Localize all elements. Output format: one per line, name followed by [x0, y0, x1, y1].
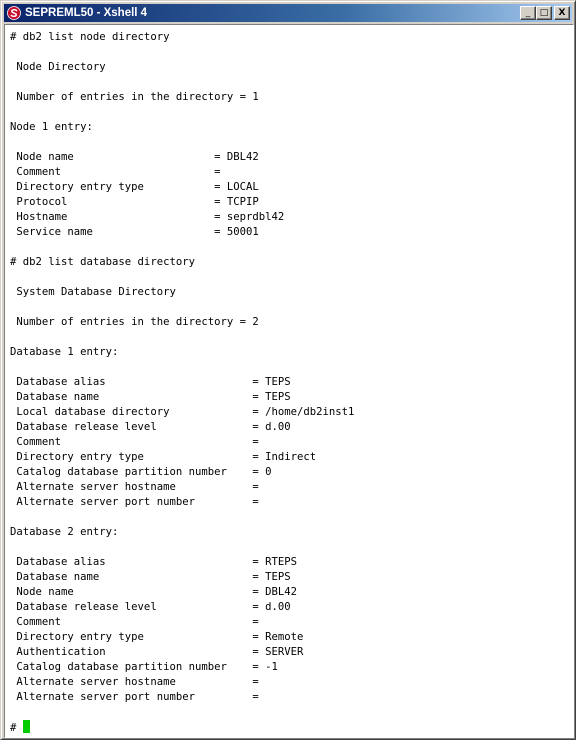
- terminal-line: Database name = TEPS: [10, 571, 291, 583]
- terminal-line: [10, 75, 572, 90]
- terminal-line: [10, 330, 572, 345]
- terminal-line: [10, 300, 572, 315]
- window-controls: [520, 6, 570, 20]
- terminal-line: Service name = 50001: [10, 226, 259, 238]
- title-bar[interactable]: [4, 4, 572, 22]
- close-button[interactable]: X: [554, 6, 570, 20]
- terminal-line: Database 1 entry:: [10, 346, 119, 358]
- terminal-line: # db2 list node directory: [10, 31, 170, 43]
- terminal-line: [10, 105, 572, 120]
- terminal-line: [10, 45, 572, 60]
- shell-prompt: #: [10, 722, 23, 734]
- terminal-line: System Database Directory: [10, 286, 176, 298]
- terminal-line: Node name = DBL42: [10, 586, 298, 598]
- terminal-line: Node 1 entry:: [10, 121, 93, 133]
- terminal-line: Comment =: [10, 436, 259, 448]
- terminal-line: Catalog database partition number = -1: [10, 661, 278, 673]
- terminal-line: [10, 240, 572, 255]
- terminal-line: Database name = TEPS: [10, 391, 291, 403]
- window-title: SEPREML50 - Xshell 4: [25, 7, 148, 19]
- terminal-line: Database alias = TEPS: [10, 376, 291, 388]
- terminal-line: [10, 540, 572, 555]
- terminal-line: Database 2 entry:: [10, 526, 119, 538]
- terminal-line: Number of entries in the directory = 1: [10, 91, 259, 103]
- terminal-line: [10, 360, 572, 375]
- text-cursor: [23, 720, 30, 733]
- terminal-line: # db2 list database directory: [10, 256, 195, 268]
- terminal-line: Alternate server hostname =: [10, 481, 259, 493]
- terminal-frame: [4, 24, 574, 738]
- terminal-line: Number of entries in the directory = 2: [10, 316, 259, 328]
- terminal-line: Authentication = SERVER: [10, 646, 304, 658]
- terminal-line: Alternate server hostname =: [10, 676, 259, 688]
- terminal-line: Database release level = d.00: [10, 601, 291, 613]
- maximize-button[interactable]: □: [536, 6, 552, 20]
- terminal-line: Node Directory: [10, 61, 106, 73]
- terminal-line: [10, 705, 572, 720]
- terminal-line: Node name = DBL42: [10, 151, 259, 163]
- xshell-app-icon[interactable]: [7, 6, 21, 20]
- terminal-line: Alternate server port number =: [10, 496, 259, 508]
- minimize-button[interactable]: _: [520, 6, 536, 20]
- terminal-line: Local database directory = /home/db2inst1: [10, 406, 355, 418]
- terminal-output[interactable]: [6, 26, 572, 736]
- terminal-line: Database release level = d.00: [10, 421, 291, 433]
- terminal-line: [10, 135, 572, 150]
- terminal-line: Alternate server port number =: [10, 691, 259, 703]
- terminal-line: [10, 270, 572, 285]
- terminal-line: Comment =: [10, 166, 221, 178]
- terminal-line: Directory entry type = Remote: [10, 631, 304, 643]
- command-prompt-line[interactable]: [10, 720, 572, 735]
- terminal-line: Catalog database partition number = 0: [10, 466, 272, 478]
- terminal-line: Directory entry type = Indirect: [10, 451, 317, 463]
- terminal-line: Hostname = seprdbl42: [10, 211, 285, 223]
- terminal-line: Protocol = TCPIP: [10, 196, 259, 208]
- terminal-line: [10, 510, 572, 525]
- terminal-line: Directory entry type = LOCAL: [10, 181, 259, 193]
- terminal-line: Comment =: [10, 616, 259, 628]
- terminal-line: Database alias = RTEPS: [10, 556, 298, 568]
